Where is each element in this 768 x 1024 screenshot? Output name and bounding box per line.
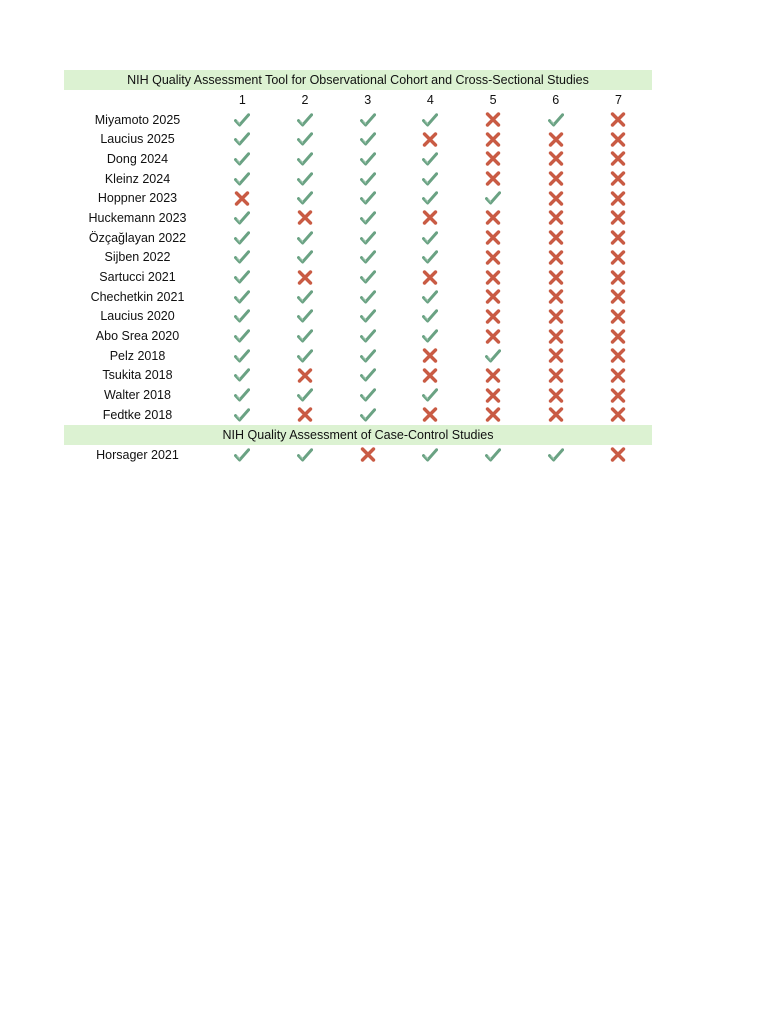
cross-icon	[548, 191, 564, 206]
column-header-3: 3	[364, 92, 372, 107]
table-row	[64, 208, 652, 228]
cross-icon	[360, 447, 376, 462]
rating-cell-3	[336, 445, 399, 465]
cross-icon	[422, 348, 438, 363]
cross-icon	[297, 407, 313, 422]
table-row	[64, 307, 652, 327]
cross-icon	[610, 329, 626, 344]
cross-icon	[422, 270, 438, 285]
section1-table-body	[64, 110, 652, 425]
rating-cell-5	[462, 188, 525, 208]
cross-icon	[485, 407, 501, 422]
rating-cell-3	[336, 110, 399, 130]
check-icon	[485, 191, 501, 205]
check-icon	[297, 448, 313, 462]
rating-cell-6	[524, 129, 587, 149]
rating-cell-5	[462, 267, 525, 287]
rating-cell-6	[524, 169, 587, 189]
cross-icon	[610, 230, 626, 245]
check-icon	[297, 132, 313, 146]
table-row	[64, 366, 652, 386]
cross-icon	[610, 250, 626, 265]
check-icon	[422, 309, 438, 323]
rating-cell-7	[587, 326, 650, 346]
cross-icon	[610, 210, 626, 225]
column-header-1: 1	[238, 92, 246, 107]
rating-cell-7	[587, 267, 650, 287]
study-name: Chechetkin 2021	[90, 289, 185, 304]
cross-icon	[548, 348, 564, 363]
rating-cell-4	[399, 228, 462, 248]
rating-cell-6	[524, 267, 587, 287]
study-name: Laucius 2020	[100, 309, 175, 324]
rating-cell-4	[399, 248, 462, 268]
cross-icon	[234, 191, 250, 206]
cross-icon	[610, 348, 626, 363]
rating-cell-5	[462, 326, 525, 346]
check-icon	[360, 152, 376, 166]
check-icon	[422, 191, 438, 205]
rating-cell-4	[399, 307, 462, 327]
rating-cell-6	[524, 248, 587, 268]
rating-cell-3	[336, 188, 399, 208]
cross-icon	[610, 368, 626, 383]
rating-cell-4	[399, 405, 462, 425]
check-icon	[297, 231, 313, 245]
rating-cell-7	[587, 385, 650, 405]
rating-cell-6	[524, 366, 587, 386]
rating-cell-2	[274, 307, 337, 327]
check-icon	[422, 388, 438, 402]
check-icon	[297, 152, 313, 166]
table-row	[64, 405, 652, 425]
rating-cell-4	[399, 385, 462, 405]
rating-cell-2	[274, 385, 337, 405]
rating-cell-4	[399, 445, 462, 465]
study-name: Huckemann 2023	[88, 210, 187, 225]
study-name: Laucius 2025	[100, 132, 175, 147]
check-icon	[360, 368, 376, 382]
column-header-2: 2	[301, 92, 309, 107]
rating-cell-4	[399, 208, 462, 228]
rating-cell-1	[211, 267, 274, 287]
rating-cell-1	[211, 326, 274, 346]
rating-cell-6	[524, 307, 587, 327]
cross-icon	[610, 447, 626, 462]
rating-cell-1	[211, 445, 274, 465]
cross-icon	[422, 368, 438, 383]
check-icon	[234, 408, 250, 422]
rating-cell-6	[524, 149, 587, 169]
check-icon	[485, 448, 501, 462]
cross-icon	[610, 407, 626, 422]
rating-cell-7	[587, 188, 650, 208]
rating-cell-2	[274, 169, 337, 189]
rating-cell-2	[274, 405, 337, 425]
rating-cell-7	[587, 287, 650, 307]
check-icon	[234, 329, 250, 343]
cross-icon	[485, 329, 501, 344]
section2-title: NIH Quality Assessment of Case-Control Studies	[64, 425, 652, 445]
table-row	[64, 385, 652, 405]
cross-icon	[548, 132, 564, 147]
rating-cell-1	[211, 129, 274, 149]
rating-cell-7	[587, 248, 650, 268]
check-icon	[297, 329, 313, 343]
rating-cell-2	[274, 208, 337, 228]
rating-cell-3	[336, 267, 399, 287]
study-name: Horsager 2021	[96, 447, 179, 462]
study-name: Sijben 2022	[104, 250, 171, 265]
rating-cell-2	[274, 228, 337, 248]
column-header-row	[64, 90, 652, 110]
rating-cell-4	[399, 346, 462, 366]
check-icon	[234, 309, 250, 323]
rating-cell-7	[587, 346, 650, 366]
rating-cell-6	[524, 287, 587, 307]
rating-cell-3	[336, 326, 399, 346]
rating-cell-5	[462, 287, 525, 307]
cross-icon	[485, 151, 501, 166]
rating-cell-2	[274, 188, 337, 208]
table-row	[64, 267, 652, 287]
cross-icon	[485, 309, 501, 324]
rating-cell-5	[462, 169, 525, 189]
study-name: Pelz 2018	[109, 348, 166, 363]
check-icon	[234, 368, 250, 382]
check-icon	[360, 309, 376, 323]
check-icon	[234, 132, 250, 146]
rating-cell-3	[336, 346, 399, 366]
rating-cell-1	[211, 208, 274, 228]
cross-icon	[485, 210, 501, 225]
cross-icon	[548, 250, 564, 265]
rating-cell-6	[524, 188, 587, 208]
check-icon	[422, 152, 438, 166]
check-icon	[485, 349, 501, 363]
rating-cell-5	[462, 346, 525, 366]
rating-cell-1	[211, 346, 274, 366]
rating-cell-1	[211, 385, 274, 405]
study-name: Fedtke 2018	[102, 407, 173, 422]
rating-cell-6	[524, 405, 587, 425]
table-row	[64, 110, 652, 130]
rating-cell-2	[274, 248, 337, 268]
check-icon	[234, 113, 250, 127]
rating-cell-6	[524, 208, 587, 228]
section1-title: NIH Quality Assessment Tool for Observational Cohort and Cross-Sectional Studies	[64, 70, 652, 90]
rating-cell-1	[211, 110, 274, 130]
check-icon	[297, 250, 313, 264]
cross-icon	[548, 368, 564, 383]
study-name: Sartucci 2021	[99, 270, 176, 285]
check-icon	[548, 448, 564, 462]
cross-icon	[548, 309, 564, 324]
check-icon	[297, 290, 313, 304]
cross-icon	[485, 171, 501, 186]
cross-icon	[297, 368, 313, 383]
study-name: Kleinz 2024	[104, 171, 171, 186]
check-icon	[422, 113, 438, 127]
rating-cell-4	[399, 326, 462, 346]
study-name: Abo Srea 2020	[95, 329, 180, 344]
rating-cell-5	[462, 307, 525, 327]
rating-cell-5	[462, 228, 525, 248]
check-icon	[422, 290, 438, 304]
check-icon	[422, 448, 438, 462]
rating-cell-3	[336, 149, 399, 169]
rating-cell-7	[587, 129, 650, 149]
check-icon	[360, 408, 376, 422]
cross-icon	[297, 270, 313, 285]
rating-cell-2	[274, 326, 337, 346]
rating-cell-6	[524, 385, 587, 405]
check-icon	[234, 290, 250, 304]
cross-icon	[485, 368, 501, 383]
rating-cell-2	[274, 287, 337, 307]
cross-icon	[548, 210, 564, 225]
cross-icon	[485, 270, 501, 285]
check-icon	[548, 113, 564, 127]
rating-cell-1	[211, 248, 274, 268]
rating-cell-5	[462, 445, 525, 465]
check-icon	[297, 113, 313, 127]
rating-cell-2	[274, 110, 337, 130]
check-icon	[360, 329, 376, 343]
check-icon	[297, 349, 313, 363]
rating-cell-7	[587, 445, 650, 465]
cross-icon	[485, 388, 501, 403]
rating-cell-2	[274, 267, 337, 287]
rating-cell-1	[211, 188, 274, 208]
check-icon	[234, 250, 250, 264]
cross-icon	[610, 309, 626, 324]
cross-icon	[610, 112, 626, 127]
table-row	[64, 149, 652, 169]
rating-cell-5	[462, 149, 525, 169]
cross-icon	[548, 329, 564, 344]
rating-cell-4	[399, 267, 462, 287]
rating-cell-3	[336, 169, 399, 189]
rating-cell-6	[524, 445, 587, 465]
cross-icon	[610, 191, 626, 206]
check-icon	[360, 211, 376, 225]
rating-cell-2	[274, 366, 337, 386]
study-name: Walter 2018	[104, 388, 171, 403]
rating-cell-4	[399, 129, 462, 149]
check-icon	[297, 172, 313, 186]
rating-cell-5	[462, 208, 525, 228]
table-row	[64, 228, 652, 248]
rating-cell-7	[587, 208, 650, 228]
rating-cell-6	[524, 228, 587, 248]
rating-cell-3	[336, 208, 399, 228]
rating-cell-7	[587, 307, 650, 327]
cross-icon	[485, 112, 501, 127]
check-icon	[422, 231, 438, 245]
rating-cell-1	[211, 169, 274, 189]
rating-cell-3	[336, 228, 399, 248]
rating-cell-1	[211, 287, 274, 307]
rating-cell-4	[399, 110, 462, 130]
study-name: Tsukita 2018	[102, 368, 173, 383]
column-header-4: 4	[426, 92, 434, 107]
table-row	[64, 248, 652, 268]
rating-cell-6	[524, 110, 587, 130]
rating-cell-1	[211, 366, 274, 386]
cross-icon	[610, 132, 626, 147]
check-icon	[360, 191, 376, 205]
cross-icon	[548, 171, 564, 186]
rating-cell-4	[399, 287, 462, 307]
rating-cell-4	[399, 149, 462, 169]
cross-icon	[548, 289, 564, 304]
check-icon	[360, 250, 376, 264]
rating-cell-5	[462, 385, 525, 405]
cross-icon	[422, 210, 438, 225]
cross-icon	[548, 270, 564, 285]
check-icon	[297, 191, 313, 205]
check-icon	[422, 172, 438, 186]
rating-cell-5	[462, 129, 525, 149]
quality-assessment-sheet	[64, 70, 652, 464]
cross-icon	[548, 151, 564, 166]
cross-icon	[610, 289, 626, 304]
rating-cell-1	[211, 149, 274, 169]
check-icon	[360, 172, 376, 186]
rating-cell-3	[336, 287, 399, 307]
rating-cell-4	[399, 188, 462, 208]
check-icon	[297, 388, 313, 402]
cross-icon	[485, 230, 501, 245]
rating-cell-3	[336, 248, 399, 268]
check-icon	[234, 448, 250, 462]
cross-icon	[422, 132, 438, 147]
check-icon	[297, 309, 313, 323]
rating-cell-5	[462, 366, 525, 386]
check-icon	[360, 113, 376, 127]
check-icon	[234, 172, 250, 186]
table-row	[64, 346, 652, 366]
table-row	[64, 188, 652, 208]
rating-cell-4	[399, 366, 462, 386]
check-icon	[234, 211, 250, 225]
rating-cell-3	[336, 129, 399, 149]
table-row	[64, 129, 652, 149]
cross-icon	[485, 132, 501, 147]
table-row	[64, 287, 652, 307]
check-icon	[360, 231, 376, 245]
rating-cell-3	[336, 385, 399, 405]
rating-cell-1	[211, 307, 274, 327]
table-row	[64, 169, 652, 189]
rating-cell-5	[462, 110, 525, 130]
rating-cell-2	[274, 346, 337, 366]
check-icon	[422, 250, 438, 264]
study-name: Özçağlayan 2022	[88, 230, 187, 245]
check-icon	[360, 270, 376, 284]
check-icon	[422, 329, 438, 343]
cross-icon	[610, 270, 626, 285]
check-icon	[234, 349, 250, 363]
study-name: Miyamoto 2025	[94, 112, 181, 127]
study-name: Hoppner 2023	[97, 191, 178, 206]
check-icon	[234, 388, 250, 402]
column-header-5: 5	[489, 92, 497, 107]
rating-cell-6	[524, 346, 587, 366]
rating-cell-3	[336, 307, 399, 327]
cross-icon	[548, 230, 564, 245]
rating-cell-7	[587, 169, 650, 189]
section2-table-body	[64, 445, 652, 465]
rating-cell-1	[211, 228, 274, 248]
rating-cell-7	[587, 110, 650, 130]
rating-cell-5	[462, 248, 525, 268]
column-header-7: 7	[614, 92, 622, 107]
cross-icon	[548, 407, 564, 422]
cross-icon	[610, 171, 626, 186]
rating-cell-7	[587, 149, 650, 169]
rating-cell-1	[211, 405, 274, 425]
table-row	[64, 445, 652, 465]
rating-cell-2	[274, 445, 337, 465]
cross-icon	[485, 289, 501, 304]
cross-icon	[485, 250, 501, 265]
rating-cell-7	[587, 405, 650, 425]
check-icon	[360, 290, 376, 304]
rating-cell-2	[274, 129, 337, 149]
rating-cell-3	[336, 405, 399, 425]
rating-cell-7	[587, 228, 650, 248]
rating-cell-7	[587, 366, 650, 386]
check-icon	[360, 132, 376, 146]
check-icon	[234, 152, 250, 166]
rating-cell-4	[399, 169, 462, 189]
rating-cell-3	[336, 366, 399, 386]
cross-icon	[548, 388, 564, 403]
column-header-6: 6	[552, 92, 560, 107]
table-row	[64, 326, 652, 346]
rating-cell-6	[524, 326, 587, 346]
check-icon	[234, 231, 250, 245]
study-name: Dong 2024	[106, 151, 169, 166]
check-icon	[360, 388, 376, 402]
cross-icon	[610, 151, 626, 166]
check-icon	[234, 270, 250, 284]
cross-icon	[297, 210, 313, 225]
cross-icon	[610, 388, 626, 403]
check-icon	[360, 349, 376, 363]
rating-cell-2	[274, 149, 337, 169]
cross-icon	[422, 407, 438, 422]
rating-cell-5	[462, 405, 525, 425]
